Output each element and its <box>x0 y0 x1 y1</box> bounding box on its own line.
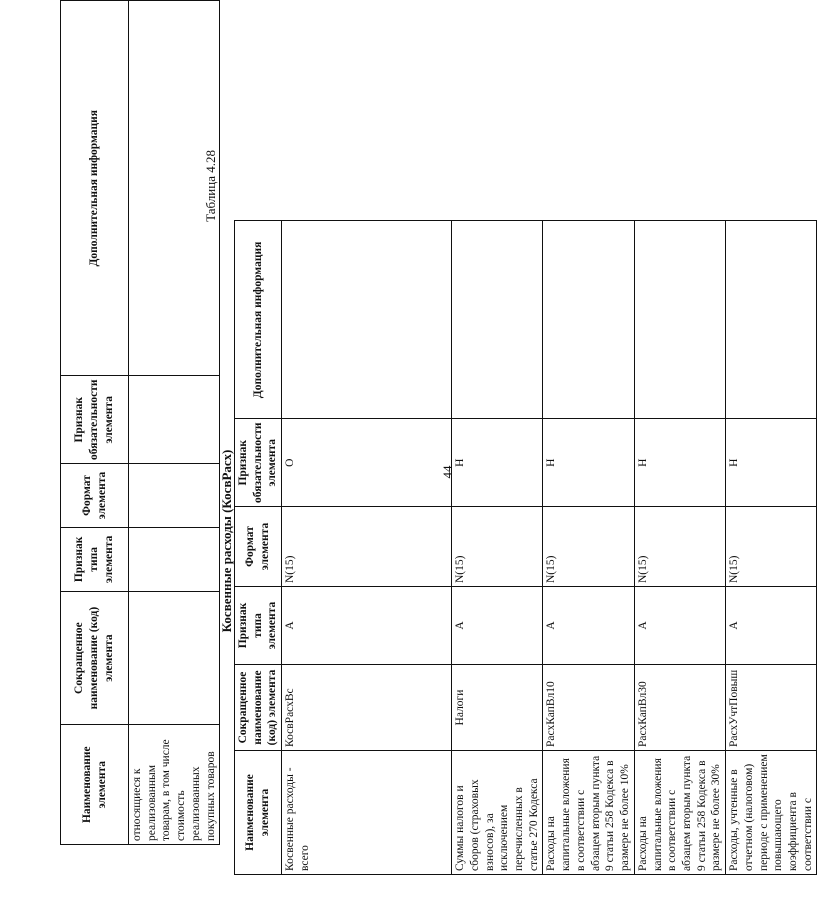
cell-code: РасхКапВл30 <box>634 665 725 751</box>
cell-mandatory: О <box>282 419 452 507</box>
cell-type: А <box>452 587 543 665</box>
cell-mandatory: Н <box>543 419 634 507</box>
cell-name: Расходы на капитальные вложения в соответствии с абзацем вторым пункта 9 статьи 258 Кодекса в размере не более 30% <box>634 751 725 875</box>
header-name: Наименование элемента <box>235 751 282 875</box>
header-info: Дополнительная информация <box>235 221 282 419</box>
cell-info <box>726 221 817 419</box>
cell-type <box>129 527 220 591</box>
cell-type: А <box>282 587 452 665</box>
table-row <box>129 1 220 845</box>
cell-format: N(15) <box>726 507 817 587</box>
header-type: Признак типа элемента <box>235 587 282 665</box>
cell-info <box>543 221 634 419</box>
cell-code: КосвРасхВс <box>282 665 452 751</box>
cell-code: РасхУчтПовыш <box>726 665 817 751</box>
table-row <box>726 221 817 875</box>
header-code: Сокращенное наименование (код) элемента <box>235 665 282 751</box>
cell-type: А <box>634 587 725 665</box>
header-type: Признак типа элемента <box>61 527 129 591</box>
header-code: Сокращенное наименование (код) элемента <box>61 591 129 725</box>
header-info: Дополнительная информация <box>61 1 129 376</box>
continued-table-header-row <box>61 1 129 845</box>
continued-table <box>60 0 220 845</box>
cell-name: Косвенные расходы - всего <box>282 751 452 875</box>
cell-format <box>129 464 220 528</box>
header-format: Формат элемента <box>61 464 129 528</box>
cell-type: А <box>543 587 634 665</box>
cell-code: Налоги <box>452 665 543 751</box>
table-row <box>282 221 452 875</box>
header-mandatory: Признак обязательности элемента <box>61 376 129 464</box>
table-caption: Таблица 4.28 <box>203 150 218 222</box>
header-mandatory: Признак обязательности элемента <box>235 419 282 507</box>
cell-info <box>634 221 725 419</box>
page-number: 44 <box>440 465 455 479</box>
cell-format: N(15) <box>634 507 725 587</box>
cell-code <box>129 591 220 725</box>
table-row <box>452 221 543 875</box>
cell-mandatory: Н <box>634 419 725 507</box>
indirect-expenses-table <box>234 220 817 875</box>
cell-format: N(15) <box>282 507 452 587</box>
cell-info <box>452 221 543 419</box>
cell-name: Расходы, учтенные в отчетном (налоговом) периоде с применением повышающего коэффициента в соответствии с <box>726 751 817 875</box>
cell-name: Суммы налогов и сборов (страховых взносов), за исключением перечисленных в статье 270 Кодекса <box>452 751 543 875</box>
cell-format: N(15) <box>543 507 634 587</box>
header-format: Формат элемента <box>235 507 282 587</box>
cell-type: А <box>726 587 817 665</box>
cell-info <box>282 221 452 419</box>
table-title: Косвенные расходы (КосвРасх) <box>219 449 234 633</box>
table-header-row <box>235 221 282 875</box>
table-row <box>634 221 725 875</box>
cell-mandatory: Н <box>726 419 817 507</box>
cell-name: относящиеся к реализованным товарам, в том числе стоимость реализованных покупных товаров <box>129 725 220 845</box>
cell-format: N(15) <box>452 507 543 587</box>
cell-mandatory <box>129 376 220 464</box>
cell-name: Расходы на капитальные вложения в соответствии с абзацем вторым пункта 9 статьи 258 Кодекса в размере не более 10% <box>543 751 634 875</box>
cell-mandatory: Н <box>452 419 543 507</box>
header-name: Наименование элемента <box>61 725 129 845</box>
cell-code: РасхКапВл10 <box>543 665 634 751</box>
table-row <box>543 221 634 875</box>
